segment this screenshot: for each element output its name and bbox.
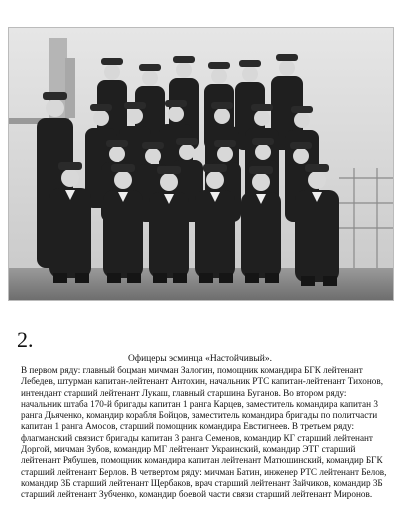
group-photo-illustration <box>9 28 393 300</box>
caption-title: Офицеры эсминца «Настойчивый». <box>128 354 272 364</box>
page-number: 2. <box>17 327 34 352</box>
group-photo <box>9 28 393 300</box>
caption-body: В первом ряду: главный боцман мичман Залогин, помощник командира БГК лейтенант Лебедев, штурман капитан-лейтенант Антохин, начальник РТС капитан-лейтенант Тихонов, интендант старший лейтенант Лукаш, главный старшина Буганов. Во втором ряду: начальник штаба 170-й бригады капитан 1 ранга Карцев, заместитель командира капитан 3 ранга Дьяченко, командир корабля Бойцов, заместитель командира бригады по политчасти капитан 1 ранга Амосов, старший помощник командира Евстигнеев. В третьем ряду: флагманский связист бригады капитан 3 ранга Семенов, командир КГ старший лейтенант Доргой, мичман Зубов, командир МГ лейтенант Украинский, командир ЭТГ старший лейтенант Рябушев, помощник командира капитан лейтенант Матюшинский, командир БГК старший лейтенант Берлов. В четвертом ряду: мичман Батин, инженер РТС лейтенант Белов, командир 3Б старший лейтенант Щербаков, врач старший лейтенант Зайчиков, командир 3Б старший лейтенант Зубченко, командир боевой части связи старший лейтенант Миронов. <box>21 365 387 500</box>
